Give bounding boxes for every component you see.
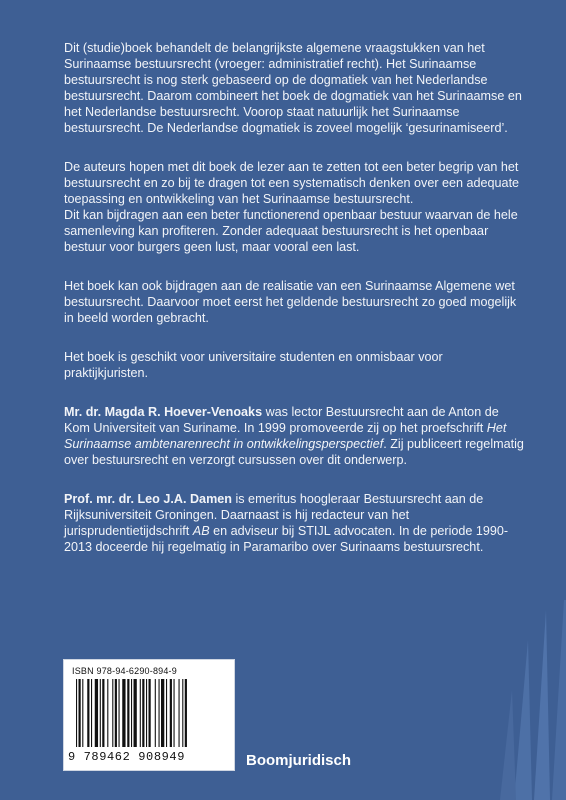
author2-text-a: is emeritus hoogleraar Bestuursrecht aan de Rijksuniversiteit Groningen. Daarnaast is hij redacteur van het jurisprudentietijdschrift [64, 492, 484, 538]
barcode-panel [63, 659, 235, 771]
intro-paragraph: Dit (studie)boek behandelt de belangrijkste algemene vraagstukken van het Surinaamse bestuursrecht (vroeger: administratief recht). Het Surinaamse bestuursrecht is nog sterk gebaseerd op de dogmatiek van het Nederlandse bestuursrecht. Daarom combineert het boek de dogmatiek van het Surinaamse en het Nederlandse bestuursrecht. Voorop staat natuurlijk het Surinaamse bestuursrecht. De Nederlandse dogmatiek is zoveel mogelijk ‘gesurinamiseerd’. [64, 41, 522, 135]
isbn-label: ISBN 978-94-6290-894-9 [72, 666, 177, 676]
author2-journal-title: AB [192, 524, 210, 538]
author1-text-b: . Zij publiceert regelmatig over bestuursrecht en verzorgt cursussen over dit onderwerp. [64, 437, 524, 467]
author1-name: Mr. dr. Magda R. Hoever-Venoaks [64, 405, 263, 419]
author2-name: Prof. mr. dr. Leo J.A. Damen [64, 492, 232, 506]
decorative-stripes [494, 600, 566, 800]
audience-paragraph: Het boek is geschikt voor universitaire studenten en onmisbaar voor praktijkjuristen. [64, 350, 443, 380]
author1-text-a: was lector Bestuursrecht aan de Anton de Kom Universiteit van Suriname. In 1999 promoveerde zij op het proefschrift [64, 405, 499, 435]
stripes-graphic [494, 600, 566, 800]
author1-bio [64, 404, 524, 468]
back-cover-text [64, 40, 524, 578]
aim-paragraph: De auteurs hopen met dit boek de lezer aan te zetten tot een beter begrip van het bestuursrecht en zo bij te dragen tot een systematisch denken over een adequate toepassing en ontwikkeling van het Surinaamse bestuursrecht. [64, 160, 520, 206]
publisher-logo: Boomjuridisch [246, 752, 352, 769]
author1-thesis-title: Het Surinaamse ambtenarenrecht in ontwikkelingsperspectief [64, 421, 507, 451]
author2-text-b: en adviseur bij STIJL advocaten. In de periode 1990-2013 doceerde hij regelmatig in Paramaribo over Surinaams bestuursrecht. [64, 524, 509, 554]
benefit-paragraph: Dit kan bijdragen aan een beter functionerend openbaar bestuur waarvan de hele samenleving kan profiteren. Zonder adequaat bestuursrecht is het openbaar bestuur voor burgers geen lust, maar vooral een last. [64, 208, 518, 254]
barcode-bars [72, 679, 226, 749]
law-paragraph: Het boek kan ook bijdragen aan de realisatie van een Surinaamse Algemene wet bestuursrecht. Daarvoor moet eerst het geldende bestuursrecht zo goed mogelijk in beeld worden gebracht. [64, 279, 517, 325]
author2-bio [64, 491, 524, 555]
barcode-digits: 9 789462 908949 [68, 750, 186, 764]
